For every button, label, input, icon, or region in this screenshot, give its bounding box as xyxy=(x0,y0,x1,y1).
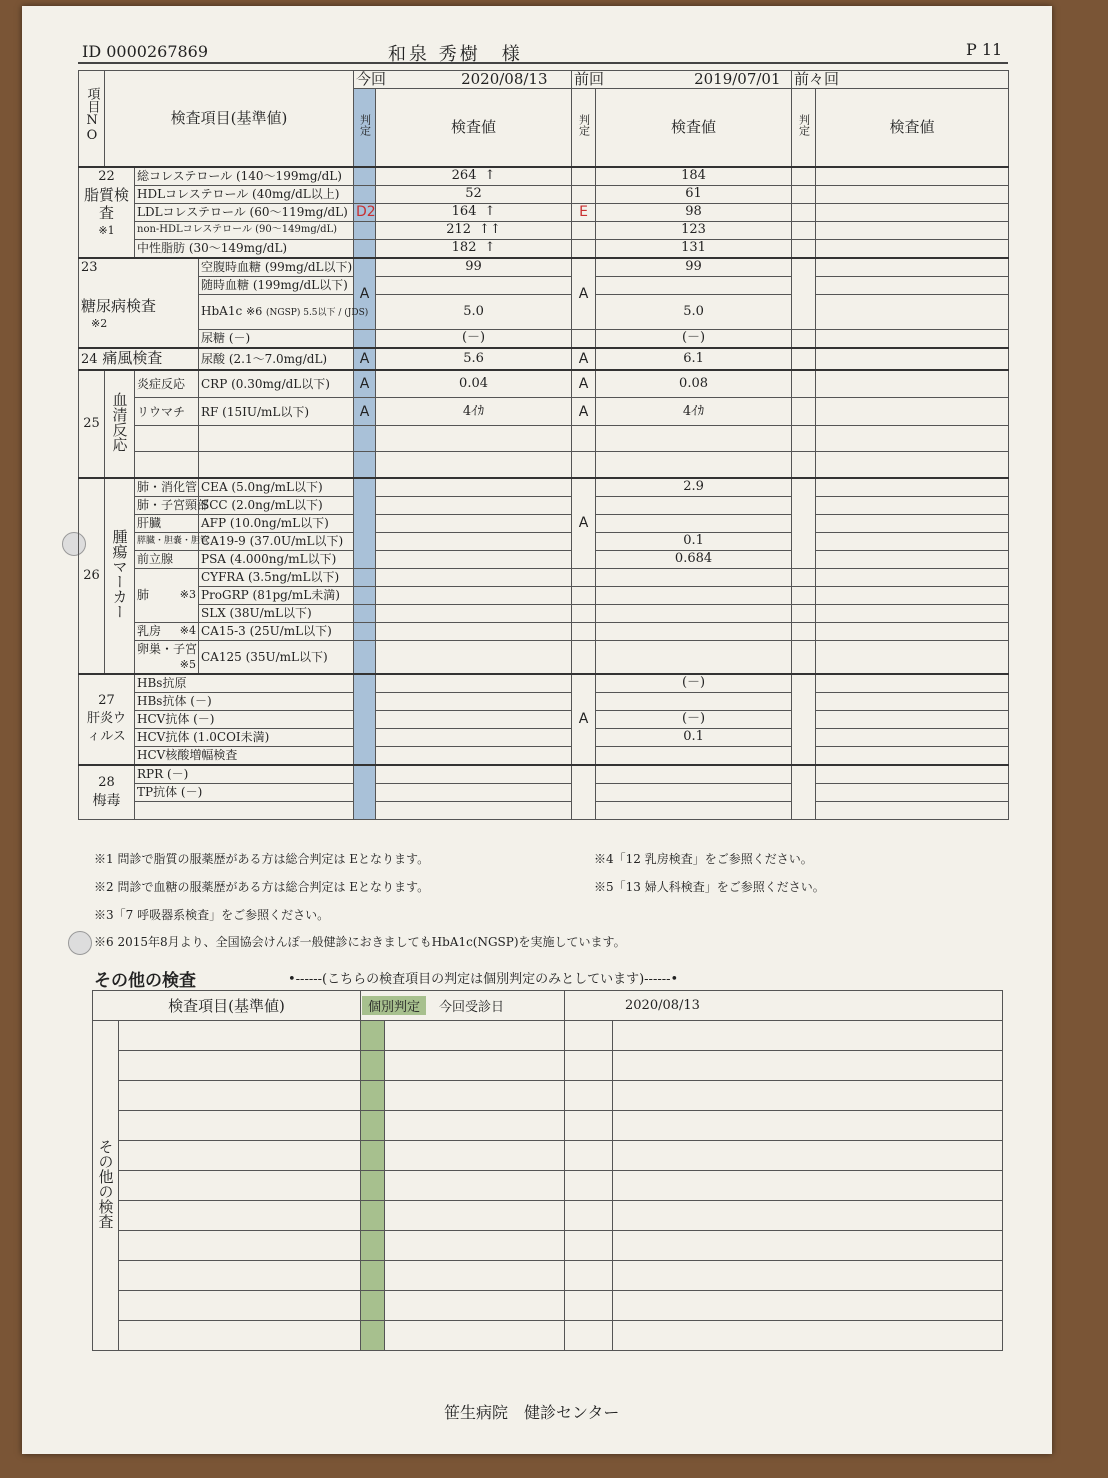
item-cea: CEA (5.0ng/mL以下) xyxy=(199,478,354,497)
judge-cur-ldl: D2 xyxy=(354,203,376,221)
table-row xyxy=(79,221,1009,239)
prev-ldl: 98 xyxy=(596,203,792,221)
col-item-header: 検査項目(基準値) xyxy=(105,71,354,167)
flag-tg: ↑ xyxy=(484,240,496,255)
section-name-24: 痛風検査 xyxy=(102,348,163,367)
note-2: ※2 問診で血糖の服薬歴がある方は総合判定は Eとなります。 xyxy=(94,880,430,894)
note-hba1c: ※6 xyxy=(246,304,263,318)
table-row xyxy=(79,167,1009,186)
prev-ca199: 0.1 xyxy=(596,532,792,550)
ref2-hba1c: (JDS) xyxy=(344,307,369,318)
section-name-26: 腫瘍マーカー xyxy=(110,528,129,619)
ref1-hba1c: (NGSP) 5.5以下 xyxy=(266,307,336,318)
item-crp: CRP (0.30mg/dL以下) xyxy=(199,370,354,398)
table-row xyxy=(79,478,1009,497)
judge-prev-rf: A xyxy=(572,398,596,426)
table-row xyxy=(79,452,1009,478)
item-tg: 中性脂肪 (30～149mg/dL) xyxy=(135,239,354,258)
judge-prev-ldl: E xyxy=(572,203,596,221)
item-hbsab: HBs抗体 (－) xyxy=(135,692,354,710)
note-1: ※1 問診で脂質の服薬歴がある方は総合判定は Eとなります。 xyxy=(94,852,430,866)
other-table xyxy=(92,990,1003,1351)
other-row xyxy=(93,1081,1003,1111)
item-rf: RF (15IU/mL以下) xyxy=(199,398,354,426)
judge-prev-tumor: A xyxy=(572,478,596,569)
cur-hdl: 52 xyxy=(376,185,572,203)
table-row xyxy=(79,348,1009,370)
cur-tg: 182 xyxy=(451,240,477,255)
judge-cur-crp: A xyxy=(354,370,376,398)
note-6: ※6 2015年8月より、全国協会けんぽ一般健診におきましてもHbA1c(NGSP)を実施しています。 xyxy=(94,935,626,949)
judge-prev-dm: A xyxy=(572,258,596,330)
other-col-date: 2020/08/13 xyxy=(565,991,1003,1021)
flag-ldl: ↑ xyxy=(484,204,496,219)
judge-prev-hep: A xyxy=(572,674,596,765)
item-hcv2: HCV抗体 (1.0COI未満) xyxy=(135,728,354,746)
table-row xyxy=(79,426,1009,452)
table-row xyxy=(79,239,1009,258)
cat-rf: リウマチ xyxy=(135,398,199,426)
other-row xyxy=(93,1201,1003,1231)
prev-ug: (－) xyxy=(596,329,792,348)
cat-crp: 炎症反応 xyxy=(135,370,199,398)
table-row xyxy=(79,765,1009,784)
table-row xyxy=(79,692,1009,710)
value-header-current: 検査値 xyxy=(376,89,572,167)
table-row xyxy=(79,398,1009,426)
other-row xyxy=(93,1021,1003,1051)
section-name-23: 糖尿病検査 xyxy=(81,296,157,315)
judge-cur-rf: A xyxy=(354,398,376,426)
item-rpr: RPR (－) xyxy=(135,765,354,784)
section-no-23: 23 xyxy=(81,259,98,275)
prev-tc: 184 xyxy=(596,167,792,186)
item-hba1c: HbA1c xyxy=(201,303,243,318)
item-tc: 総コレステロール (140～199mg/dL) xyxy=(135,167,354,186)
prev-date: 2019/07/01 xyxy=(694,70,781,88)
cur-rf: 4ｲｶ xyxy=(376,398,572,426)
table-row xyxy=(79,728,1009,746)
section-name-28: 梅毒 xyxy=(92,793,121,809)
judge-cur-dm: A xyxy=(354,258,376,330)
other-header-row xyxy=(93,991,1003,1021)
section-note-22: ※1 xyxy=(98,223,115,237)
cur-ua: 5.6 xyxy=(376,348,572,370)
prev-hbsag: (－) xyxy=(596,674,792,693)
section-note-23: ※2 xyxy=(91,316,108,330)
prev-psa: 0.684 xyxy=(596,550,792,568)
cat-psa: 前立腺 xyxy=(135,550,199,568)
cur-nhdl: 212 xyxy=(446,222,472,237)
note-4: ※4「12 乳房検査」をご参照ください。 xyxy=(594,852,813,866)
note-ca153: ※4 xyxy=(179,624,196,637)
table-row xyxy=(79,568,1009,586)
prev-rf: 4ｲｶ xyxy=(596,398,792,426)
prev-hcv2: 0.1 xyxy=(596,728,792,746)
prev-tg: 131 xyxy=(596,239,792,258)
table-row xyxy=(79,640,1009,674)
table-row xyxy=(79,496,1009,514)
section-name-27: 肝炎ウィルス xyxy=(86,711,126,744)
item-ug: 尿糖 (－) xyxy=(199,329,354,348)
table-row xyxy=(79,329,1009,348)
note-3: ※3「7 呼吸器系検査」をご参照ください。 xyxy=(94,908,330,922)
cat-progrp: 肺 xyxy=(137,588,150,602)
prev-hba1c: 5.0 xyxy=(596,294,792,329)
cur-crp: 0.04 xyxy=(376,370,572,398)
prev2-label: 前々回 xyxy=(794,70,840,88)
value-header-prev2: 検査値 xyxy=(816,89,1009,167)
item-psa: PSA (4.000ng/mL以下) xyxy=(199,550,354,568)
item-hdl: HDLコレステロール (40mg/dL以上) xyxy=(135,185,354,203)
table-row xyxy=(79,710,1009,728)
header-rule xyxy=(78,62,1008,64)
cat-ca199: 膵臓・胆嚢・胆管 xyxy=(135,532,199,550)
flag-nhdl: ↑↑ xyxy=(479,222,501,237)
current-label: 今回 xyxy=(356,70,387,88)
table-row xyxy=(79,532,1009,550)
col-no-header: 項目NO xyxy=(84,87,100,144)
other-row xyxy=(93,1141,1003,1171)
judge-cur-ua: A xyxy=(354,348,376,370)
section-no-22: 22 xyxy=(98,168,115,184)
item-ca199: CA19-9 (37.0U/mL以下) xyxy=(199,532,354,550)
section-no-28: 28 xyxy=(98,775,115,790)
cur-ug: (－) xyxy=(376,329,572,348)
prev-ua: 6.1 xyxy=(596,348,792,370)
table-row xyxy=(79,746,1009,765)
note-ca125: ※5 xyxy=(179,657,196,671)
table-row xyxy=(79,783,1009,801)
prev-cea: 2.9 xyxy=(596,478,792,497)
section-name-22: 脂質検査 xyxy=(83,185,129,222)
table-row xyxy=(79,276,1009,294)
prev-hdl: 61 xyxy=(596,185,792,203)
section-no-25: 25 xyxy=(79,370,105,478)
table-row xyxy=(79,622,1009,640)
cur-tc: 264 xyxy=(451,168,477,183)
other-col-item: 検査項目(基準値) xyxy=(93,991,361,1021)
other-row xyxy=(93,1321,1003,1351)
table-row xyxy=(79,801,1009,819)
other-col-judge: 個別判定 xyxy=(362,996,426,1015)
item-hbsag: HBs抗原 xyxy=(135,674,354,693)
table-row xyxy=(79,514,1009,532)
prev-nhdl: 123 xyxy=(596,221,792,239)
item-ca125: CA125 (35U/mL以下) xyxy=(199,640,354,674)
header-row-1 xyxy=(79,71,1009,89)
table-row xyxy=(79,586,1009,604)
other-col-date-label: 今回受診日 xyxy=(439,1000,505,1015)
item-scc: SCC (2.0ng/mL以下) xyxy=(199,496,354,514)
item-ldl: LDLコレステロール (60～119mg/dL) xyxy=(135,203,354,221)
judge-header-prev: 判定 xyxy=(577,113,591,136)
value-header-prev: 検査値 xyxy=(596,89,792,167)
other-row xyxy=(93,1051,1003,1081)
cat-ca125: 卵巣・子宮 xyxy=(137,641,198,656)
table-row xyxy=(79,674,1009,693)
patient-name: 和泉 秀樹 様 xyxy=(388,44,523,65)
results-table: 項目NO 検査項目(基準値) 今回 2020/08/13 前回 2019/07/01 前々回 判定 検査値 判定 検査値 判定 検査値 22 脂質検査 ※1 総コレステロール (140～199mg/dL) 264 ↑ 184 HDLコレステロール (40mg/dL以上) 52 61 LDLコレステロール (60～119mg/dL) D2 164 ↑ E 98 non-HDLコレステロール (90～149mg/dL) 212 ↑↑ 123 中性脂肪 (30～149mg/dL) 182 ↑ 131 23 糖尿病検査 ※2 空腹時血糖 (99mg/dL以下) A 99 A 99 随時血糖 (199mg/dL以下) HbA1c ※6 (NGSP) 5.5以下 / (JDS) 5.0 5.0 尿糖 (－) (－) (－) 24 痛風検査 尿酸 (2.1～7.0mg/dL) A 5.6 A 6.1 25 血清反応 炎症反応 CRP (0.30mg/dL以下) A 0.04 A 0.08 リウマチ RF (15IU/mL以下) A 4ｲｶ A 4ｲｶ 26 腫瘍マーカー 肺・消化管 CEA (5.0ng/mL以下) A 2.9 肺・子宮頸部 SCC (2.0ng/mL以下) 肝臓 AFP (10.0ng/mL以下) 膵臓・胆嚢・胆管 CA19-9 (37.0U/mL以下) 0.1 前立腺 PSA (4.000ng/mL以下) 0.684 肺 ※3 CYFRA (3.5ng/mL以下) ProGRP (81pg/mL未満) SLX (38U/mL以下) 乳房 ※4 CA15-3 (25U/mL以下) 卵巣・子宮 ※5 CA125 (35U/mL以下) 27 肝炎ウィルス HBs抗原 A (－) HBs抗体 (－) HCV抗体 (－) (－) HCV抗体 (1.0COI未満) 0.1 HCV核酸増幅検査 28 梅毒 RPR (－) TP抗体 (－) xyxy=(78,70,1009,820)
table-row xyxy=(79,604,1009,622)
prev-crp: 0.08 xyxy=(596,370,792,398)
item-ua: 尿酸 (2.1～7.0mg/dL) xyxy=(199,348,354,370)
other-row xyxy=(93,1231,1003,1261)
item-slx: SLX (38U/mL以下) xyxy=(199,604,354,622)
judge-prev-crp: A xyxy=(572,370,596,398)
cat-ca153: 乳房 xyxy=(137,624,162,638)
other-row xyxy=(93,1261,1003,1291)
other-row xyxy=(93,1171,1003,1201)
section-no-27: 27 xyxy=(98,693,115,708)
section-no-26: 26 xyxy=(79,478,105,674)
cur-ldl: 164 xyxy=(451,204,477,219)
note-5: ※5「13 婦人科検査」をご参照ください。 xyxy=(594,880,825,894)
cur-fbs: 99 xyxy=(376,258,572,277)
table-row xyxy=(79,185,1009,203)
item-progrp: ProGRP (81pg/mL未満) xyxy=(199,586,354,604)
section-name-25: 血清反応 xyxy=(110,391,129,452)
item-cyfra: CYFRA (3.5ng/mL以下) xyxy=(199,568,354,586)
other-row xyxy=(93,1111,1003,1141)
item-hcvn: HCV核酸増幅検査 xyxy=(135,746,354,765)
section-no-24: 24 xyxy=(81,351,98,367)
current-date: 2020/08/13 xyxy=(461,70,548,88)
other-title: その他の検査 xyxy=(94,971,196,991)
judge-header-current: 判定 xyxy=(358,113,372,136)
item-tp: TP抗体 (－) xyxy=(135,783,354,801)
cur-hba1c: 5.0 xyxy=(376,294,572,329)
prev-fbs: 99 xyxy=(596,258,792,277)
cat-afp: 肝臓 xyxy=(135,514,199,532)
cat-scc: 肺・子宮頸部 xyxy=(135,496,199,514)
table-row xyxy=(79,370,1009,398)
prev-hcv1: (－) xyxy=(596,710,792,728)
judge-header-prev2: 判定 xyxy=(797,113,811,136)
item-afp: AFP (10.0ng/mL以下) xyxy=(199,514,354,532)
judge-prev-ua: A xyxy=(572,348,596,370)
prev-label: 前回 xyxy=(574,70,605,88)
item-rbs: 随時血糖 (199mg/dL以下) xyxy=(199,276,354,294)
other-row xyxy=(93,1291,1003,1321)
punch-hole-2 xyxy=(68,931,92,955)
footer-hospital: 笹生病院 健診センター xyxy=(444,1403,620,1422)
cat-cea: 肺・消化管 xyxy=(135,478,199,497)
item-ca153: CA15-3 (25U/mL以下) xyxy=(199,622,354,640)
note-progrp: ※3 xyxy=(179,588,196,601)
table-row xyxy=(79,550,1009,568)
page-number: P 11 xyxy=(966,40,1003,59)
patient-id: ID 0000267869 xyxy=(82,42,209,61)
item-hcv1: HCV抗体 (－) xyxy=(135,710,354,728)
flag-tc: ↑ xyxy=(484,168,496,183)
other-side-label: その他の検査 xyxy=(96,1138,115,1229)
table-row xyxy=(79,203,1009,221)
other-subtitle: •------(こちらの検査項目の判定は個別判定のみとしています)------• xyxy=(288,972,679,987)
table-row xyxy=(79,258,1009,277)
item-fbs: 空腹時血糖 (99mg/dL以下) xyxy=(199,258,354,277)
item-nhdl: non-HDLコレステロール (90～149mg/dL) xyxy=(135,221,354,239)
